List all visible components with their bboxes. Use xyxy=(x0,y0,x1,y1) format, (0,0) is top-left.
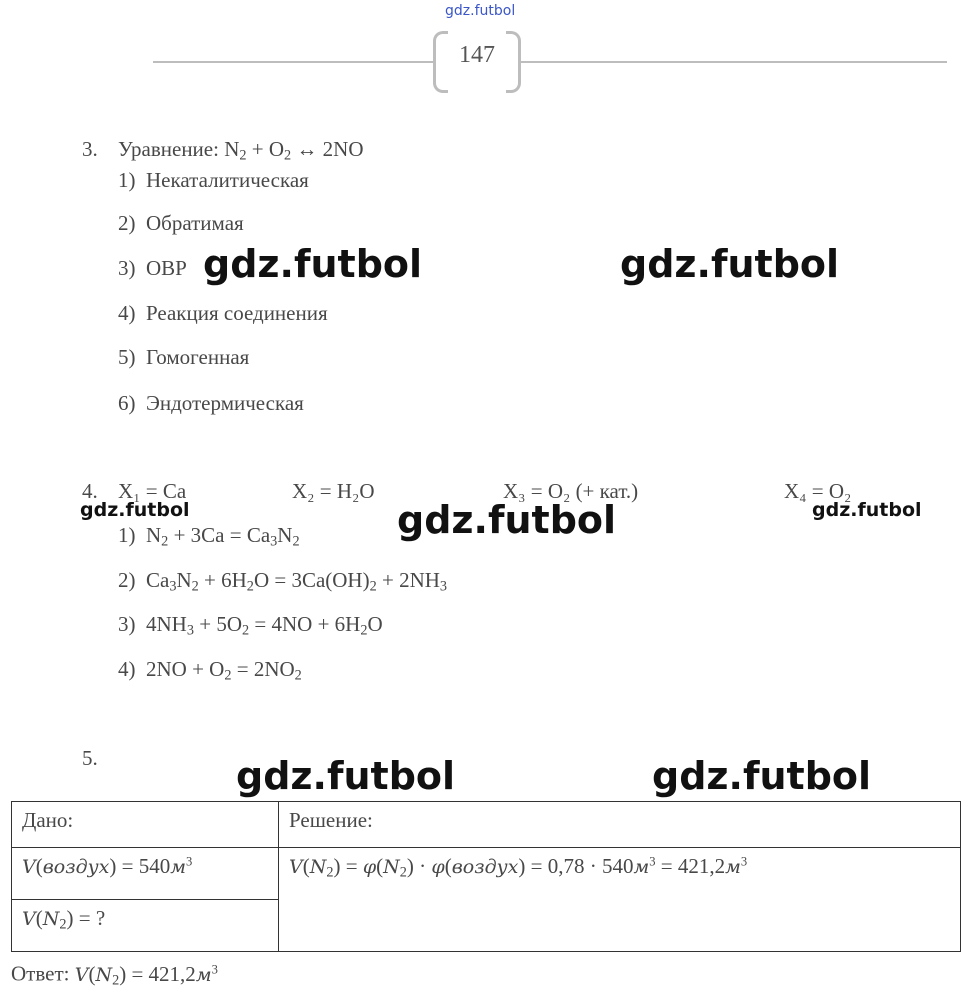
task4-reaction-4: 4) $2NO + O_2 = 2NO_2$ xyxy=(118,657,302,684)
task4-x2: X₂ = H₂O xyxy=(292,479,375,503)
task4-number: 4. xyxy=(82,479,98,503)
task3-equation xyxy=(118,139,364,163)
task3-item-2: 2) Обратимая xyxy=(118,211,244,235)
solution-formula: $V(N_2) = \varphi(N_2)$ · φ(воздух) = $0,78 \cdot 540м^3 = 421,2м^3$ xyxy=(279,848,961,952)
given-air-volume: V(воздух) = $540м^3$ xyxy=(12,848,279,900)
task5-number: 5. xyxy=(82,746,98,770)
watermark: gdz.futbol xyxy=(236,754,456,798)
task3-item-4: 4) Реакция соединения xyxy=(118,301,328,325)
task4-reaction-3: 3) $4NH_3 + 5O_2 = 4NO + 6H_2O$ xyxy=(118,612,383,639)
watermark: gdz.futbol xyxy=(203,242,423,286)
answer-line: Ответ: $V(N_2) = 421,2м^3$ xyxy=(11,961,218,989)
answer-label: Ответ: xyxy=(11,961,70,986)
watermark: gdz.futbol xyxy=(812,499,922,521)
task3-number: 3. xyxy=(82,137,98,161)
task3-item-3: 3) ОВР xyxy=(118,256,187,280)
watermark-top: gdz.futbol xyxy=(445,3,516,19)
page-number: 147 xyxy=(459,42,495,68)
task4-x3: X₃ = O₂ (+ кат.) xyxy=(503,479,639,503)
task3-item-5: 5) Гомогенная xyxy=(118,345,250,369)
task3-label: Уравнение: xyxy=(118,137,219,161)
watermark: gdz.futbol xyxy=(80,499,190,521)
header-rule-left xyxy=(153,61,433,63)
given-find: $V(N_2)$ = ? xyxy=(12,900,279,952)
task3-item-6: 6) Эндотермическая xyxy=(118,391,304,415)
solution-table xyxy=(11,801,961,952)
watermark: gdz.futbol xyxy=(620,242,840,286)
task4-reaction-1: 1) $N_2 + 3Ca = Ca_3N_2$ xyxy=(118,523,300,550)
page-number-box xyxy=(433,31,521,91)
watermark: gdz.futbol xyxy=(397,498,617,542)
given-header: Дано: xyxy=(12,802,279,848)
watermark: gdz.futbol xyxy=(652,754,872,798)
task4-x4: X₄ = O₂ xyxy=(784,479,852,503)
solution-header: Решение: xyxy=(279,802,961,848)
task3-item-1: 1) Некаталитическая xyxy=(118,168,309,192)
task3-formula: $N_2 + O_2$ ↔ 2NO xyxy=(224,137,364,164)
header-rule-right xyxy=(521,61,947,63)
task4-x1: X₁ = Ca xyxy=(118,479,187,503)
task4-reaction-2: 2) $Ca_3N_2 + 6H_2O = 3Ca(OH)_2 + 2NH_3$ xyxy=(118,568,448,595)
